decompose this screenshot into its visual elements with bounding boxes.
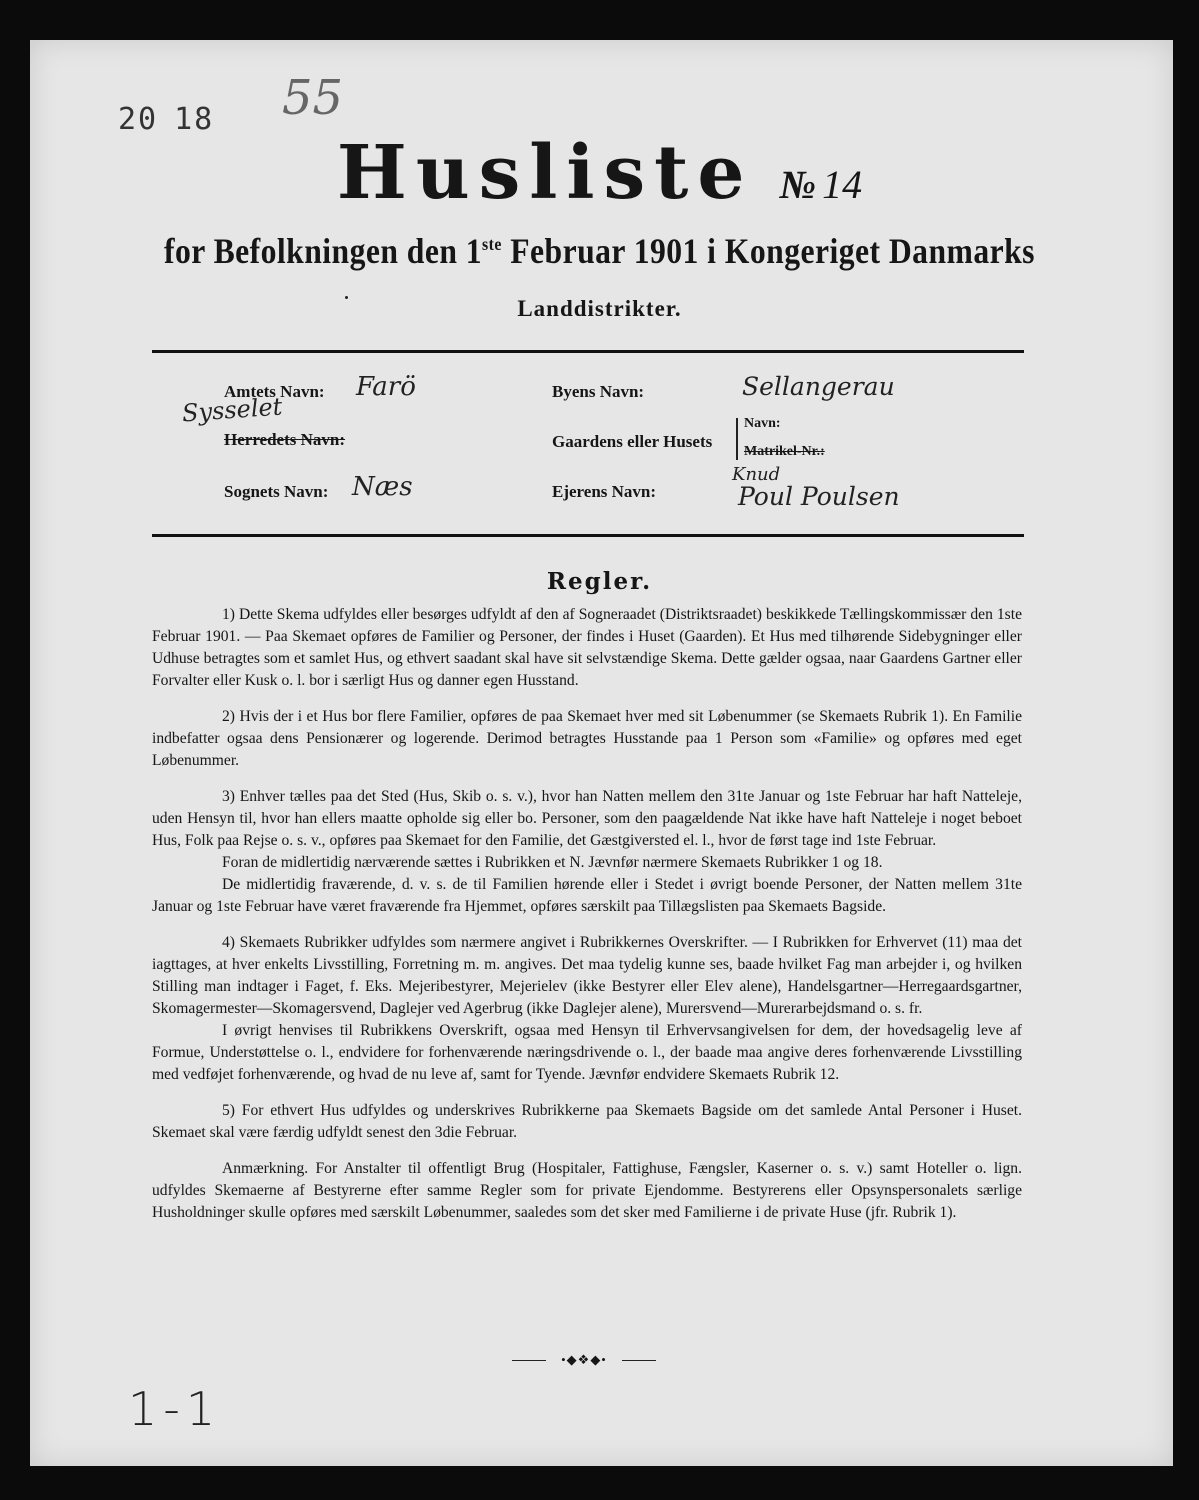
gaard-label: Gaardens eller Husets [552, 432, 713, 451]
rule-4-note: I øvrigt henvises til Rubrikkens Overskrift, ogsaa med Hensyn til Erhvervsangivelsen for dem, der hovedsagelig leve af Formue, Understøttelse o. l., endvidere for forhenværende næringsdrivende o. l., der baade maa angive deres forhenværende Livsstilling med vedføjet forhenværende, og hvad de nu leve af, samt for Tyende. Jævnfør endvidere Skemaets Rubrik 12. [152, 1022, 1022, 1083]
rule-5: 5) For ethvert Hus udfyldes og underskrives Rubrikkerne paa Skemaets Bagside om det samlede Antal Personer i Huset. Skemaet skal være færdig udfyldt senest den 3die Februar. [152, 1102, 1022, 1141]
annotation: Anmærkning. For Anstalter til offentligt Brug (Hospitaler, Fattighuse, Fængsler, Kaserner o. s. v.) samt Hoteller o. lign. udfyldes Skemaerne af Bestyrerne efter samme Regler som for private Ejendomme. Bestyrerens eller Opsynspersonalets særlige Husholdninger skulle opføres med særskilt Løbenummer, saaledes som det sker med Familierne i de private Huse (jfr. Rubrik 1). [152, 1160, 1022, 1221]
top-rule [152, 350, 1024, 353]
rule-4: 4) Skemaets Rubrikker udfyldes som nærmere angivet i Rubrikkernes Overskrifter. — I Rubrikken for Erhvervet (11) maa det iagttages, at hver enkelts Livsstilling, Forretning m. m. angives. Det maa tydelig kunne ses, baade hvilket Fag man arbejder i, og hvilken Stilling man indtager i Faget, f. Eks. Mejeribestyrer, Mejerielev (ikke Bestyrer eller Elev alene), Handelsgartner—Herregaardsgartner, Skomagermester—Skomagersvend, Daglejer ved Agerbrug (ikke Daglejer alene), Murersvend—Murerarbejdsmand o. s. fr. [152, 934, 1022, 1017]
rule-3: 3) Enhver tælles paa det Sted (Hus, Skib o. s. v.), hvor han Natten mellem den 31te Januar og 1ste Februar har haft Natteleje, uden Hensyn til, hvor han ellers maatte opholde sig eller bo. Personer, som den paagældende Nat ikke have haft Natteleje i noget beboet Hus, Folk paa Rejse o. s. v., opføres paa Skemaet for den Familie, det Gæstgiversted el. l., hvor de først tage ind 1ste Februar. [152, 788, 1022, 849]
subtitle-post: Februar 1901 i Kongeriget Danmarks [501, 231, 1035, 271]
sogn-label: Sognets Navn: [224, 482, 329, 501]
form-title [0, 130, 1199, 216]
subtitle-sup: ste [482, 234, 502, 254]
title-text: Husliste [336, 130, 754, 216]
district-heading: Landdistrikter. [517, 296, 682, 321]
ejer-label: Ejerens Navn: [552, 482, 657, 501]
matrikel-label: Matrikel-Nr.: [744, 444, 825, 459]
subtitle-pre: for Befolkningen den 1 [164, 231, 483, 271]
herred-correction: Sysselet [181, 392, 284, 428]
navn-label: Navn: [744, 416, 781, 431]
rule-2: 2) Hvis der i et Hus bor flere Familier, opføres de paa Skemaet hver med sit Løbenummer (se Skemaets Rubrik 1). En Familie indbefatter ogsaa dens Pensionærer og logerende. Derimod betragtes Husstande paa 1 Person som «Familie» og opføres med eget Løbenummer. [152, 708, 1022, 769]
ornament-divider: •◆❖◆• [512, 1352, 656, 1368]
rule-3-note-a: Foran de midlertidig nærværende sættes i Rubrikken et N. Jævnfør nærmere Skemaets Rubrikker 1 og 18. [222, 854, 883, 871]
bottom-rule [152, 534, 1024, 537]
form-number: 14 [822, 162, 863, 207]
sogn-value: Næs [352, 472, 413, 502]
number-label: № [779, 162, 817, 207]
by-value: Sellangerau [742, 372, 895, 401]
field-bracket [736, 418, 738, 460]
by-label: Byens Navn: [552, 382, 645, 401]
rules-text [152, 604, 1022, 1238]
stamp-number-b: 18 [174, 102, 215, 137]
ejer-value: Poul Poulsen [738, 482, 900, 511]
rule-3-note-b: De midlertidig fraværende, d. v. s. de til Familien hørende eller i Stedet i øvrigt boende Personer, der Natten mellem 31te Januar og 1ste Februar have været fraværende fra Hjemmet, opføres særskilt paa Tillægslisten paa Skemaets Bagside. [152, 876, 1022, 915]
page-mark: 1-1 [128, 1382, 222, 1436]
stamp-number-a: 20 [118, 102, 159, 137]
amt-value: Farö [356, 372, 416, 402]
form-subtitle [72, 230, 1127, 272]
amt-label: Amtets Navn: [224, 382, 325, 401]
pencil-number: 55 [282, 70, 344, 126]
rule-1: 1) Dette Skema udfyldes eller besørges udfyldt af den af Sogneraadet (Distriktsraadet) beskikkede Tællingskommissær den 1ste Februar 1901. — Paa Skemaet opføres de Familier og Personer, der findes i Huset (Gaarden). Et Hus med tilhørende Sidebygninger eller Udhuse betragtes som et samlet Hus, og ethvert saadant skal have sit selvstændige Skema. Dette gælder ogsaa, naar Gaardens Gartner eller Forvalter eller Kusk o. l. bor i særligt Hus og danner egen Husstand. [152, 606, 1022, 689]
ejer-value-top: Knud [732, 464, 781, 485]
herred-label: Herredets Navn: [224, 430, 346, 449]
rules-heading: Regler. [546, 568, 653, 595]
